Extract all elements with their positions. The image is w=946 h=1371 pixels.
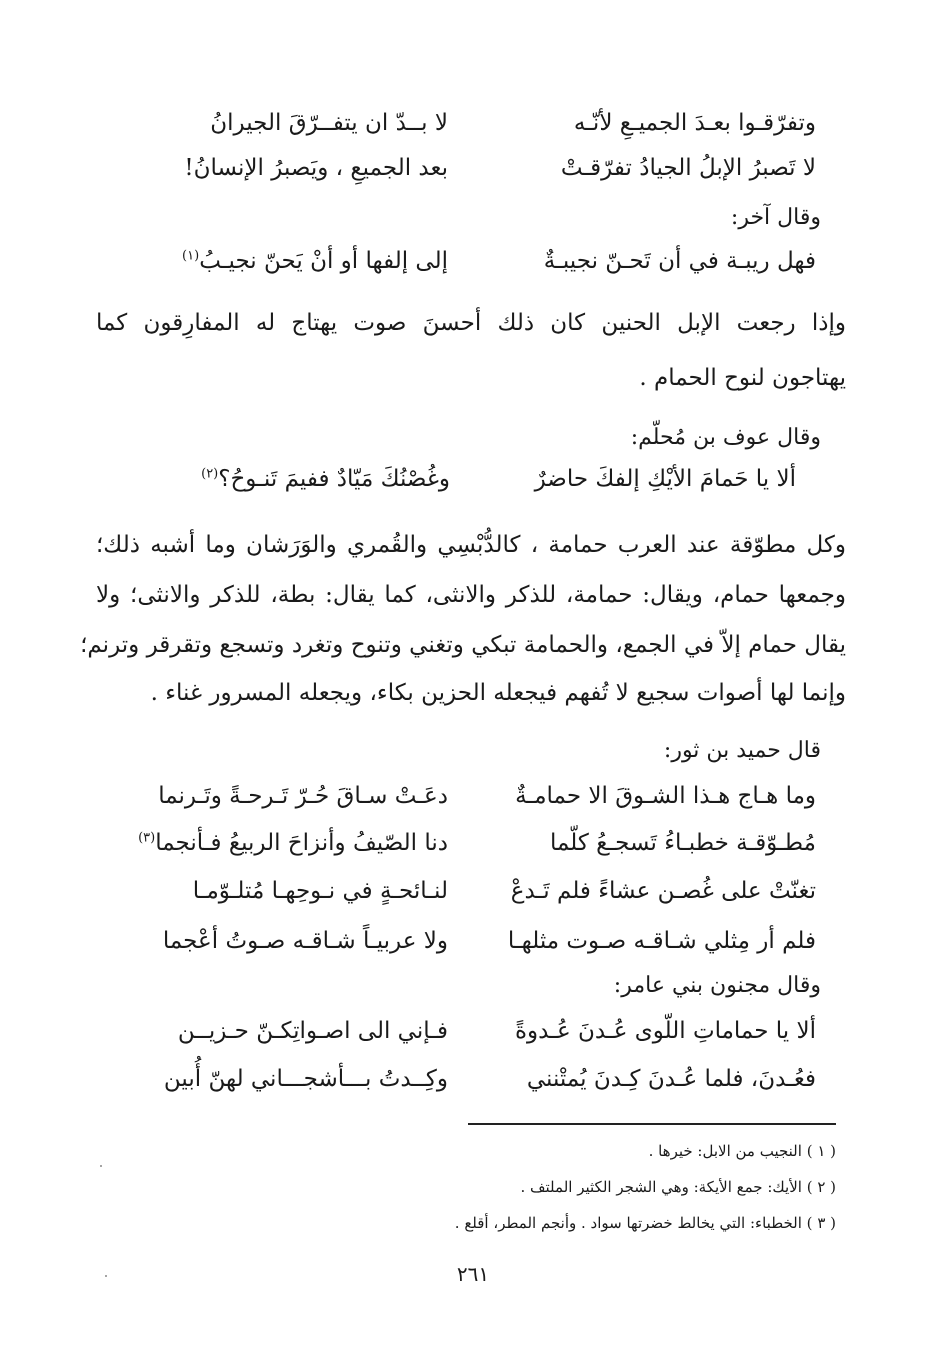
paragraph-line: يقال حمام إلاّ في الجمع، والحمامة تبكي وتغني وتنوح وتغرد وتسجع وتقرقر وترنم؛ <box>80 632 846 658</box>
verse-1-second-hemistich: لا بــدّ ان يتفــرّقَ الجيرانُ <box>210 110 448 136</box>
footnote-rule <box>468 1123 836 1125</box>
verse-6-second-hemistich <box>118 832 448 855</box>
verse-4-second-hemistich <box>160 468 450 491</box>
paragraph-line: وإنما لها أصوات سجيع لا تُفهم فيجعله الحزين بكاء، ويجعله المسرور غناء . <box>150 680 846 706</box>
poet-intro: قال حميد بن ثور: <box>663 738 821 763</box>
poet-intro: وقال مجنون بني عامر: <box>613 973 821 998</box>
verse-3-first-hemistich: فهل ريبـة في أن تَحـنّ نجيبـةٌ <box>543 248 816 274</box>
verse-10-second-hemistich: وكِــدتُ بـــأشجـــاني لهنّ أُبين <box>163 1066 448 1092</box>
poet-intro: وقال عوف بن مُحلّم: <box>630 425 821 450</box>
verse-7-first-hemistich: تغنّتْ على غُصـن عشاءً فلم تَـدعْ <box>510 878 816 904</box>
scan-speck <box>100 1165 102 1167</box>
verse-5-second-hemistich: دعَـتْ سـاقَ حُـرّ تَـرحـةً وتَـرنما <box>158 783 448 809</box>
footnote-marker: (١) <box>182 248 200 264</box>
footnote: ( ١ ) النجيب من الابل: خيرها . <box>648 1142 836 1160</box>
verse-10-first-hemistich: فعُـدنَ، فلما عُـدنَ كِـدنَ يُمتْنني <box>526 1066 816 1092</box>
paragraph-line: يهتاجون لنوح الحمام . <box>639 365 846 391</box>
verse-2-first-hemistich: لا تَصبرُ الإبلُ الجيادُ تفرّقـتْ <box>560 155 816 181</box>
verse-8-first-hemistich: فلم أر مِثلي شـاقـه صـوت مثلهـا <box>507 928 816 954</box>
verse-8-second-hemistich: ولا عربيـاً شـاقـه صـوتُ أعْجما <box>162 928 448 954</box>
paragraph-line: وجمعها حمام، ويقال: حمامة، للذكر والانثى، كما يقال: بطة، للذكر والانثى؛ ولا <box>96 582 846 608</box>
footnote: ( ٢ ) الأيك: جمع الأيكة: وهي الشجر الكثير الملتف . <box>520 1178 836 1196</box>
paragraph-line: وكل مطوّقة عند العرب حمامة ، كالدُّبْسِي والقُمري والوَرَشان وما أشبه ذلك؛ <box>96 532 846 558</box>
hemistich-text: دنا الصّيفُ وأنزاحَ الربيعُ فـأنجما <box>155 830 448 856</box>
paragraph-line: وإذا رجعت الإبل الحنين كان ذلك أحسنَ صوت يهتاج له المفارِقون كما <box>96 310 846 336</box>
page-number: ٢٦١ <box>456 1262 490 1286</box>
poet-intro: وقال آخر: <box>730 205 821 230</box>
scan-speck <box>105 1275 107 1277</box>
verse-3-second-hemistich <box>118 250 448 273</box>
verse-7-second-hemistich: لنـائحـةٍ في نـوحِهـا مُتلـوّمـا <box>192 878 448 904</box>
verse-6-first-hemistich: مُطـوّقـة خطبـاءُ تَسجـعُ كلّما <box>549 830 816 856</box>
footnote: ( ٣ ) الخطباء: التي يخالط خضرتها سواد . وأنجم المطر، أقلع . <box>454 1214 836 1232</box>
footnote-marker: (٣) <box>138 830 156 846</box>
verse-5-first-hemistich: وما هـاج هـذا الشـوقَ الا حمامـةٌ <box>515 783 816 809</box>
footnote-marker: (٢) <box>201 466 219 482</box>
verse-9-first-hemistich: ألا يا حماماتِ اللّوى عُـدنَ عُـدوةً <box>515 1018 816 1044</box>
verse-4-first-hemistich: ألا يا حَمامَ الأيْكِ إلفكَ حاضرٌ <box>534 466 796 492</box>
verse-1-first-hemistich: وتفرّقـوا بعـدَ الجميـعِ لأنّـه <box>573 110 816 136</box>
verse-9-second-hemistich: فـإني الى اصـواتِكـنّ حـزيــن <box>177 1018 448 1044</box>
verse-2-second-hemistich: بعد الجميعِ ، ويَصبرُ الإنسانُ! <box>184 155 448 181</box>
hemistich-text: وغُصْنُكَ مَيّادٌ ففيمَ تَنـوحُ؟ <box>218 466 450 492</box>
hemistich-text: إلى إلفها أو أنْ يَحنّ نجيـبُ <box>199 248 448 274</box>
